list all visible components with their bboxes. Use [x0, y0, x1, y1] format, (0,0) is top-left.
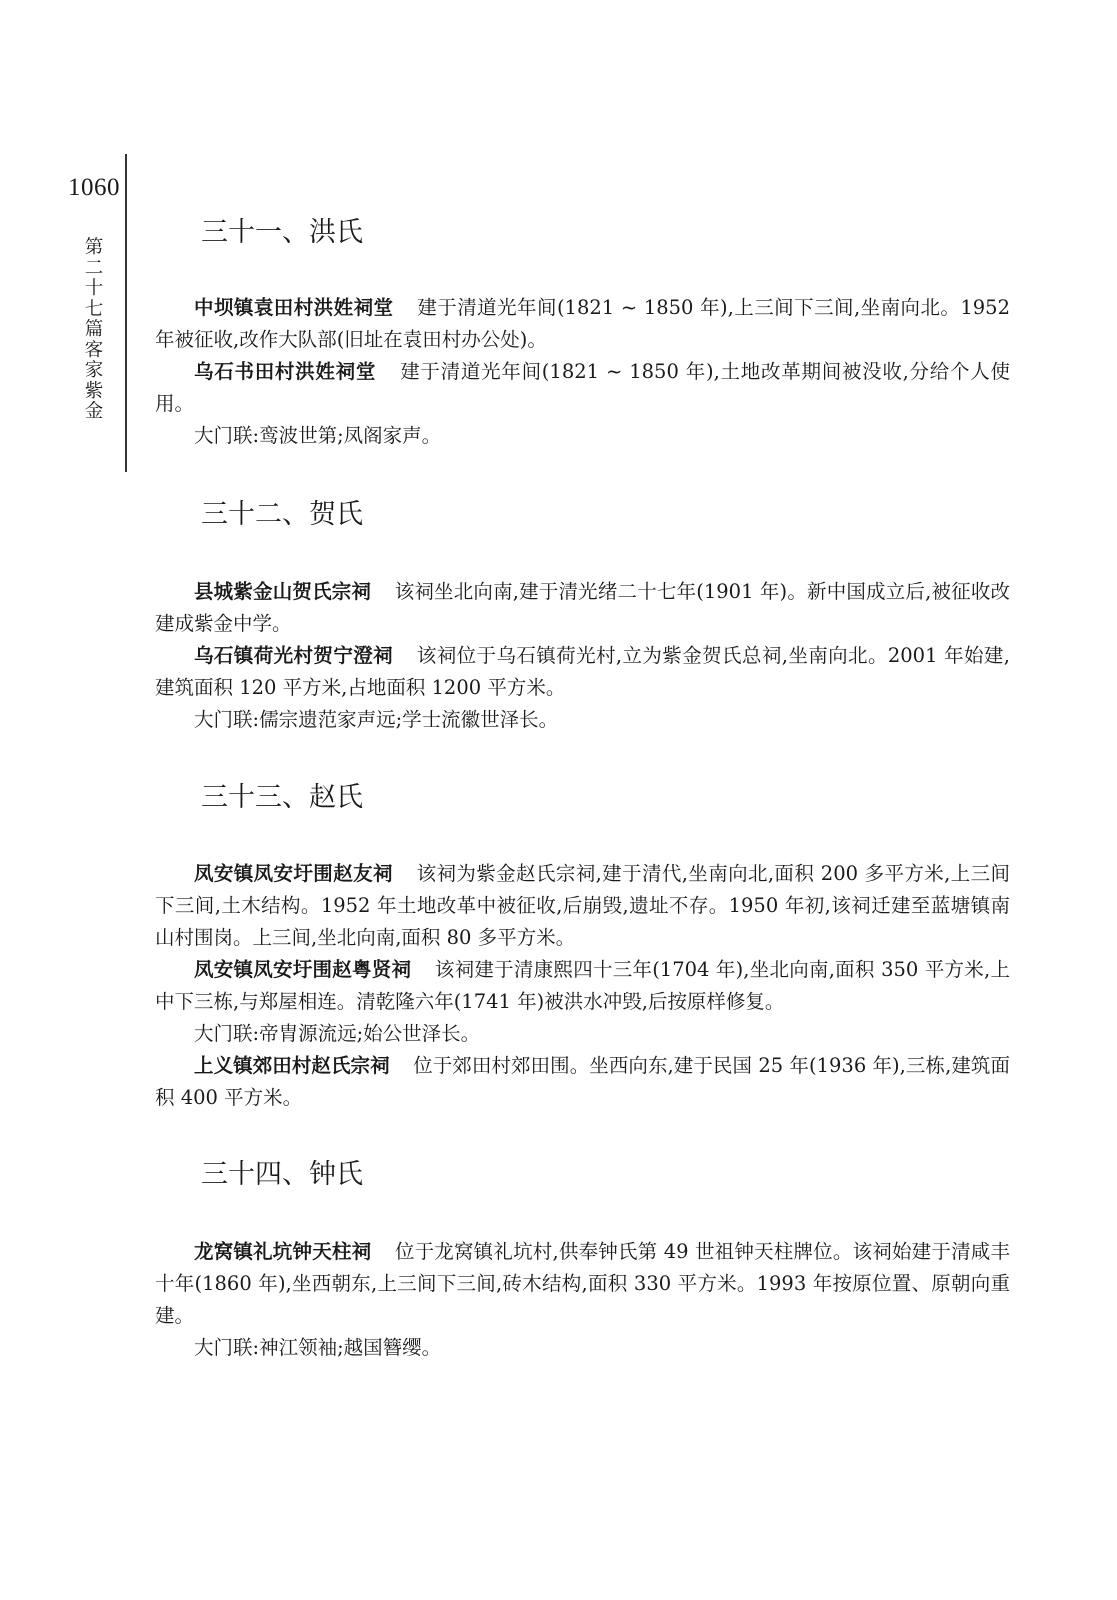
- entry-text: 位于龙窝镇礼坑村,供奉钟氏第 49 世祖钟天柱牌位。该祠始建于清咸丰十年(1860 年),坐西朝东,上三间下三间,砖木结构,面积 330 平方米。1993 年按原位置、原朝向重建。: [155, 1240, 1010, 1327]
- door-couplet: 大门联:儒宗遗范家声远;学士流徽世泽长。: [194, 708, 559, 731]
- entry-title: 乌石镇荷光村贺宁澄祠: [194, 644, 394, 667]
- door-couplet: 大门联:帝胄源流远;始公世泽长。: [194, 1022, 481, 1045]
- entry-paragraph: [155, 1236, 1010, 1332]
- entry-title: 乌石书田村洪姓祠堂: [194, 360, 377, 383]
- section-heading: 三十四、钟氏: [201, 1159, 363, 1190]
- entry-paragraph: [155, 292, 1010, 356]
- entry-text: 建于清道光年间(1821 ~ 1850 年),土地改革期间被没收,分给个人使用。: [155, 360, 1010, 415]
- entry-text: 该祠为紫金赵氏宗祠,建于清代,坐南向北,面积 200 多平方米,上三间下三间,土木结构。1952 年土地改革中被征收,后崩毁,遗址不存。1950 年初,该祠迁建至蓝塘镇南山村围岗。上三间,坐北向南,面积 80 多平方米。: [155, 862, 1010, 949]
- entry-title: 中坝镇袁田村洪姓祠堂: [194, 296, 394, 319]
- entry-text: 该祠建于清康熙四十三年(1704 年),坐北向南,面积 350 平方米,上中下三栋,与郑屋相连。清乾隆六年(1741 年)被洪水冲毁,后按原样修复。: [155, 958, 1010, 1013]
- entry-paragraph: [155, 954, 1010, 1018]
- door-couplet: 大门联:神江领袖;越国簪缨。: [194, 1336, 442, 1359]
- door-couplet: 大门联:鸾波世第;凤阁家声。: [194, 424, 442, 447]
- entry-paragraph: [155, 640, 1010, 704]
- entry-title: 龙窝镇礼坑钟天柱祠: [194, 1240, 372, 1263]
- entry-paragraph: [155, 576, 1010, 640]
- section-he: [155, 492, 1010, 736]
- page-content: [155, 210, 1010, 1364]
- entry-text: 该祠位于乌石镇荷光村,立为紫金贺氏总祠,坐南向北。2001 年始建,建筑面积 120 平方米,占地面积 1200 平方米。: [155, 644, 1010, 699]
- entry-text: 位于郊田村郊田围。坐西向东,建于民国 25 年(1936 年),三栋,建筑面积 400 平方米。: [155, 1054, 1010, 1109]
- section-heading: 三十二、贺氏: [201, 499, 363, 530]
- entry-paragraph: [155, 356, 1010, 420]
- page-number: 1060: [68, 174, 120, 201]
- entry-title: 县城紫金山贺氏宗祠: [194, 580, 372, 603]
- section-zhao: [155, 775, 1010, 1114]
- entry-title: 凤安镇凤安圩围赵友祠: [194, 862, 393, 885]
- entry-title: 上义镇郊田村赵氏宗祠: [194, 1054, 390, 1077]
- section-hong: [155, 210, 1010, 452]
- entry-title: 凤安镇凤安圩围赵粤贤祠: [194, 958, 412, 981]
- section-heading: 三十三、赵氏: [201, 782, 363, 813]
- margin-rule: [125, 154, 127, 472]
- section-heading: 三十一、洪氏: [201, 217, 363, 248]
- running-chapter-title: 第二十七篇 客家紫金: [84, 237, 104, 422]
- entry-text: 该祠坐北向南,建于清光绪二十七年(1901 年)。新中国成立后,被征收改建成紫金中学。: [155, 580, 1010, 635]
- entry-paragraph: [155, 858, 1010, 954]
- entry-paragraph: [155, 1050, 1010, 1114]
- entry-text: 建于清道光年间(1821 ~ 1850 年),上三间下三间,坐南向北。1952 年被征收,改作大队部(旧址在袁田村办公处)。: [155, 296, 1010, 351]
- section-zhong: [155, 1152, 1010, 1364]
